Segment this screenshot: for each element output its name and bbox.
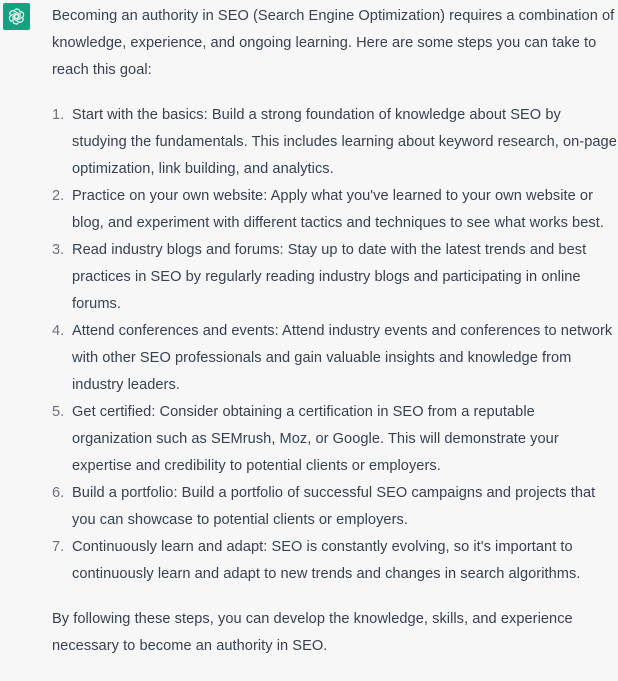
step-text: Continuously learn and adapt: SEO is constantly evolving, so it's important to continuously learn and adapt to new trends and changes in search algorithms. <box>72 539 581 582</box>
step-text: Start with the basics: Build a strong foundation of knowledge about SEO by studying the fundamentals. This includes learning about keyword research, on-page optimization, link building, and analytics. <box>72 107 617 177</box>
step-item-4 <box>52 318 618 399</box>
step-text: Build a portfolio: Build a portfolio of successful SEO campaigns and projects that you can showcase to potential clients or employers. <box>72 485 596 528</box>
conclusion-paragraph: By following these steps, you can develop the knowledge, skills, and experience necessary to become an authority in SEO. <box>52 611 573 654</box>
step-text: Get certified: Consider obtaining a certification in SEO from a reputable organization such as SEMrush, Moz, or Google. This will demonstrate your expertise and credibility to potential clients or employers. <box>72 404 559 474</box>
step-item-1 <box>52 102 618 183</box>
step-item-3 <box>52 237 618 318</box>
step-number: 1. <box>52 107 65 123</box>
step-number: 5. <box>52 404 65 420</box>
step-number: 4. <box>52 323 65 339</box>
steps-list <box>52 102 618 588</box>
step-number: 7. <box>52 539 65 555</box>
step-number: 6. <box>52 485 65 501</box>
step-item-6 <box>52 480 618 534</box>
intro-paragraph: Becoming an authority in SEO (Search Engine Optimization) requires a combination of knowledge, experience, and ongoing learning. Here are some steps you can take to reach this goal: <box>52 8 615 78</box>
step-number: 3. <box>52 242 65 258</box>
step-text: Read industry blogs and forums: Stay up to date with the latest trends and best practices in SEO by regularly reading industry blogs and participating in online forums. <box>72 242 587 312</box>
step-text: Practice on your own website: Apply what you've learned to your own website or blog, and experiment with different tactics and techniques to see what works best. <box>72 188 604 231</box>
step-item-5 <box>52 399 618 480</box>
step-number: 2. <box>52 188 65 204</box>
assistant-avatar <box>3 3 30 30</box>
step-item-2 <box>52 183 618 237</box>
step-text: Attend conferences and events: Attend industry events and conferences to network with other SEO professionals and gain valuable insights and knowledge from industry leaders. <box>72 323 613 393</box>
message-content <box>52 3 618 660</box>
openai-logo-icon <box>7 7 26 26</box>
step-item-7 <box>52 534 618 588</box>
